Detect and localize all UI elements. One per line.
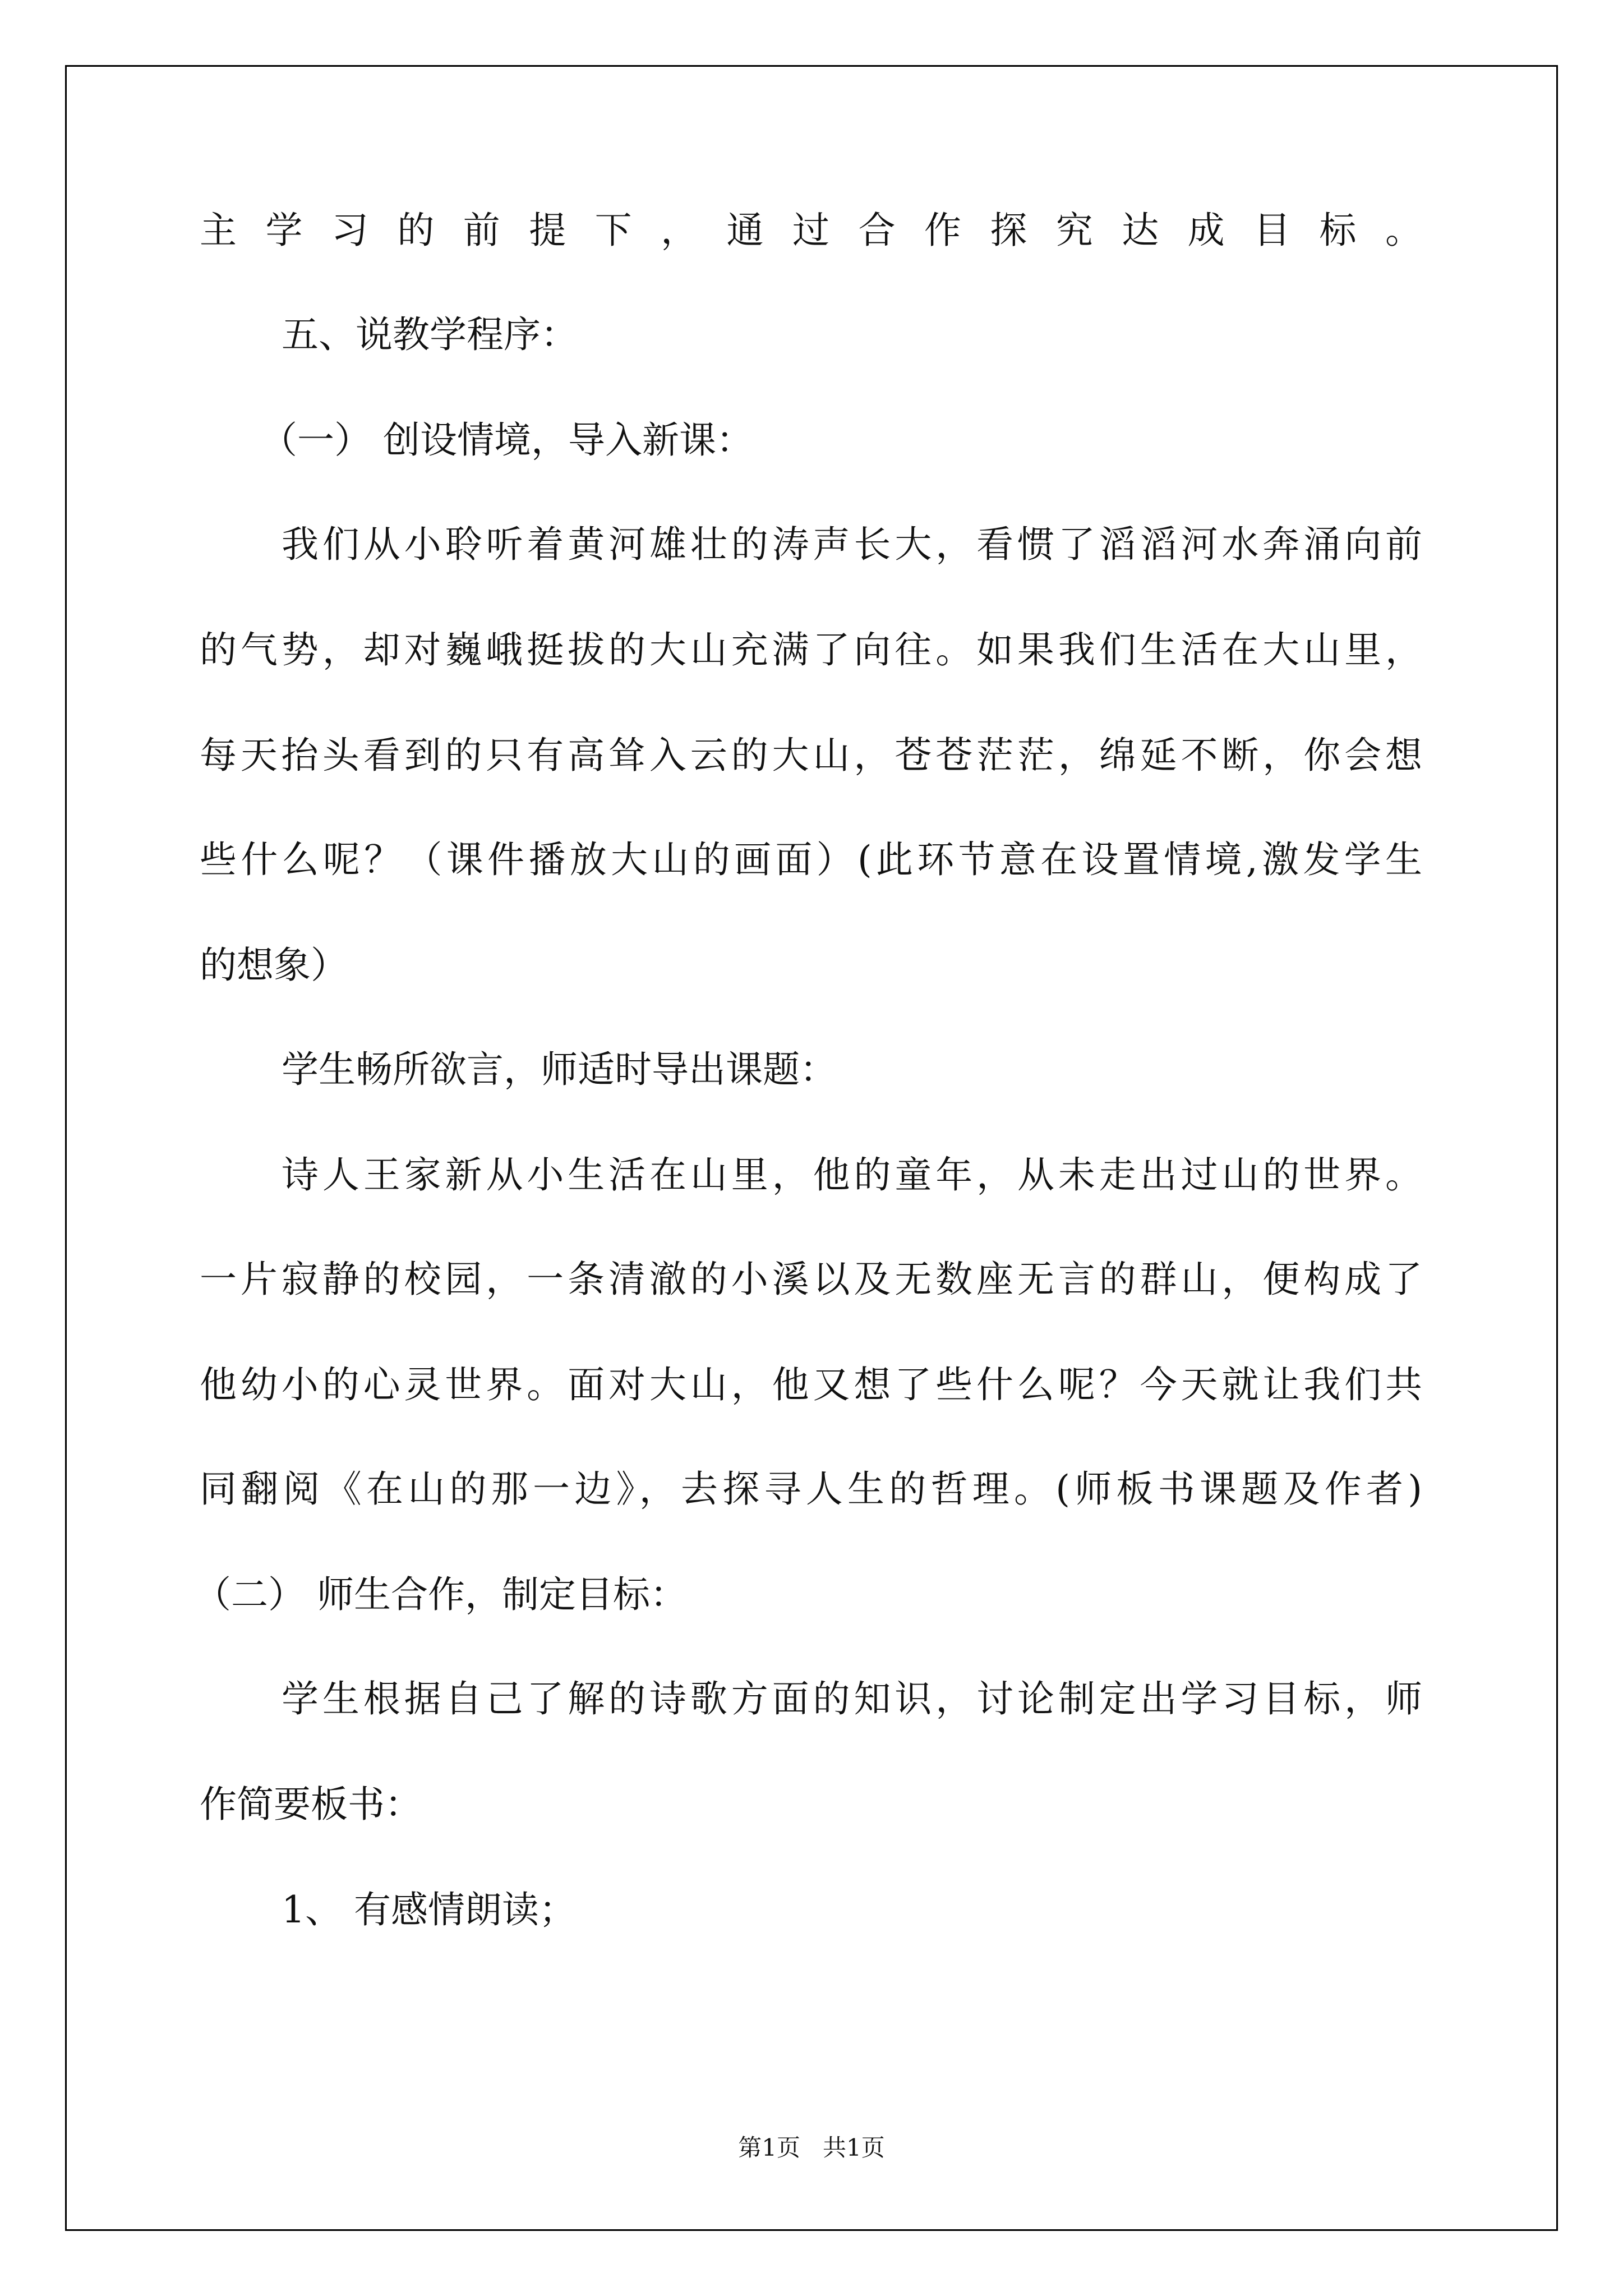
text-line: 的气势，却对巍峨挺拔的大山充满了向往。如果我们生活在大山里， bbox=[200, 628, 1422, 671]
section-heading: 五、说教学程序： bbox=[282, 313, 578, 356]
text-line: 诗人王家新从小生活在山里，他的童年，从未走出过山的世界。 bbox=[282, 1153, 1422, 1197]
text-line: 每天抬头看到的只有高耸入云的大山，苍苍茫茫，绵延不断，你会想 bbox=[200, 734, 1422, 777]
subsection-heading: （一） 创设情境，导入新课： bbox=[260, 418, 753, 462]
subsection-heading: （二） 师生合作，制定目标： bbox=[194, 1573, 687, 1616]
text-line: 作简要板书： bbox=[200, 1783, 422, 1826]
text-line: 学生根据自己了解的诗歌方面的知识，讨论制定出学习目标，师 bbox=[282, 1677, 1422, 1720]
text-line: 同翻阅《在山的那一边》，去探寻人生的哲理。(师板书课题及作者) bbox=[200, 1467, 1422, 1511]
text-line: 的想象） bbox=[200, 944, 348, 987]
text-line: 我们从小聆听着黄河雄壮的涛声长大，看惯了滔滔河水奔涌向前 bbox=[282, 523, 1422, 566]
list-item: 1、 有感情朗读； bbox=[282, 1888, 576, 1931]
text-line: 学生畅所欲言，师适时导出课题： bbox=[282, 1048, 837, 1091]
text-line: 主学习的前提下，通过合作探究达成目标。 bbox=[200, 209, 1422, 252]
text-line: 他幼小的心灵世界。面对大山，他又想了些什么呢？今天就让我们共 bbox=[200, 1363, 1422, 1406]
text-line: 些什么呢？（课件播放大山的画面）(此环节意在设置情境,激发学生 bbox=[200, 838, 1422, 881]
page-number-footer: 第1页 共1页 bbox=[738, 2134, 885, 2161]
text-line: 一片寂静的校园，一条清澈的小溪以及无数座无言的群山，便构成了 bbox=[200, 1258, 1422, 1301]
